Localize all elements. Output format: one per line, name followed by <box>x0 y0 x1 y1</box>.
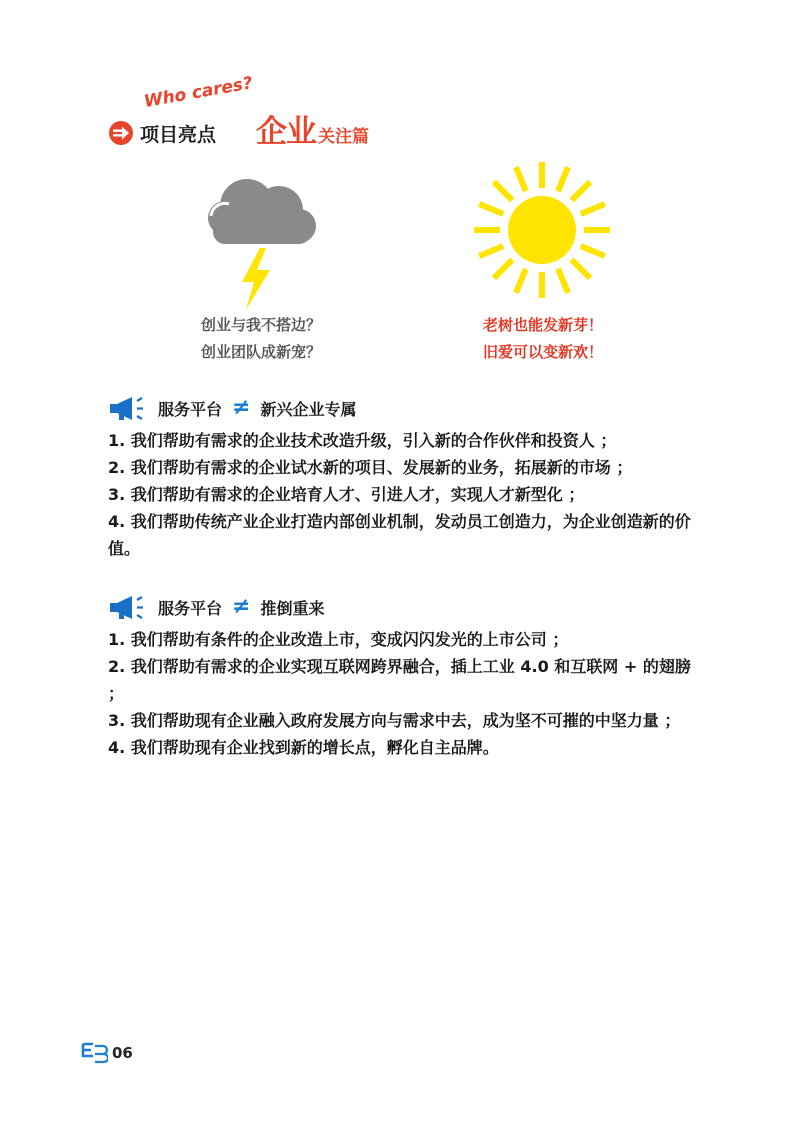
section-label: 服务平台 <box>158 399 223 419</box>
section-header <box>108 394 356 422</box>
right-caption-line: 老树也能发新芽！ <box>482 316 603 334</box>
section-target: 推倒重来 <box>260 598 325 618</box>
section-list <box>108 626 708 761</box>
list-item: 4. 我们帮助现有企业找到新的增长点，孵化自主品牌。 <box>108 738 499 757</box>
megaphone-icon <box>108 395 148 421</box>
section-label: 服务平台 <box>158 598 223 618</box>
list-item: 3. 我们帮助现有企业融入政府发展方向与需求中去，成为坚不可摧的中坚力量 ； <box>108 711 681 730</box>
right-caption <box>458 312 628 366</box>
section-header <box>108 593 324 621</box>
left-caption-line: 创业与我不搭边？ <box>200 316 321 334</box>
left-caption-line: 创业团队成新宠？ <box>200 343 321 361</box>
cloud-icon <box>195 172 320 252</box>
section-target: 新兴企业专属 <box>260 399 357 419</box>
list-item: 4. 我们帮助传统产业企业打造内部创业机制，发动员工创造力，为企业创造新的价值。 <box>108 512 691 558</box>
section-list <box>108 427 708 562</box>
page-title: 项目亮点 <box>140 124 217 146</box>
brand-logo-icon <box>80 1040 108 1066</box>
page-title-suffix: 关注篇 <box>318 127 369 147</box>
arrow-right-icon <box>109 121 133 145</box>
list-item: 1. 我们帮助有需求的企业技术改造升级，引入新的合作伙伴和投资人 ； <box>108 431 617 450</box>
right-caption-line: 旧爱可以变新欢！ <box>482 343 603 361</box>
tagline: Who cares? <box>142 73 255 112</box>
list-item: 3. 我们帮助有需求的企业培育人才、引进人才，实现人才新型化 ； <box>108 485 585 504</box>
page-title-highlight: 企业 <box>256 114 316 150</box>
left-caption <box>176 312 346 366</box>
page-number: 06 <box>112 1044 133 1062</box>
not-equal-symbol: ≠ <box>232 594 251 619</box>
list-item: 2. 我们帮助有需求的企业实现互联网跨界融合，插上工业 4.0 和互联网 + 的翅膀 ； <box>108 657 691 703</box>
lightning-bolt-icon <box>238 248 274 310</box>
sun-icon <box>472 160 612 300</box>
megaphone-icon <box>108 594 148 620</box>
list-item: 2. 我们帮助有需求的企业试水新的项目、发展新的业务，拓展新的市场 ； <box>108 458 633 477</box>
not-equal-symbol: ≠ <box>232 395 251 420</box>
list-item: 1. 我们帮助有条件的企业改造上市，变成闪闪发光的上市公司 ； <box>108 630 569 649</box>
